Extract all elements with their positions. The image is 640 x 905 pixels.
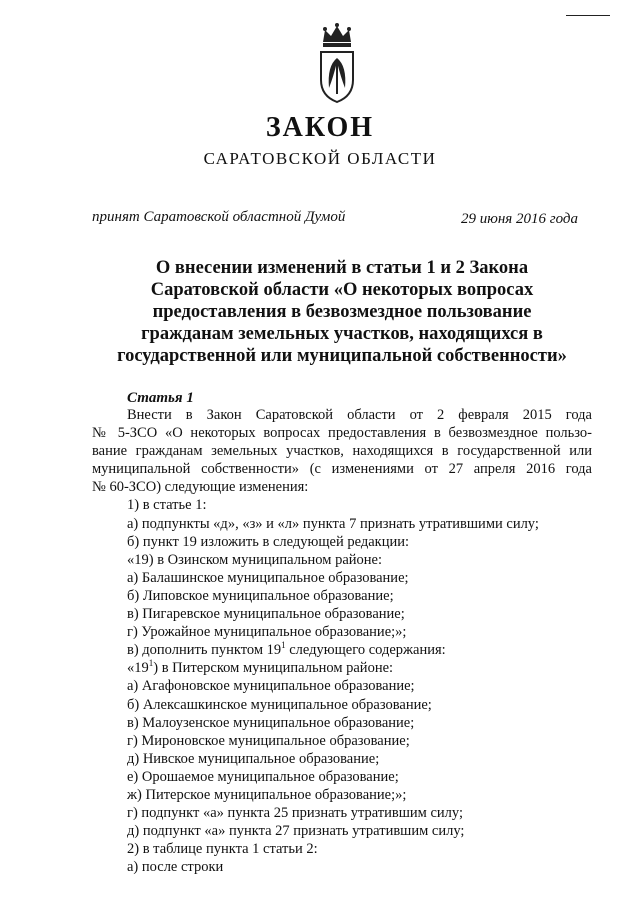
heading-line: государственной или муниципальной собственности» <box>117 346 567 366</box>
coat-of-arms-icon <box>315 22 359 106</box>
list-item: г) подпункт «а» пункта 25 признать утратившим силу; <box>127 805 463 822</box>
top-rule <box>566 15 610 16</box>
article-title: Статья 1 <box>127 390 194 406</box>
list-item: а) после строки <box>127 859 224 876</box>
list-item: 1) в статье 1: <box>127 497 207 514</box>
intro-line: вание гражданам земельных участков, находящихся в государственной или <box>92 443 592 460</box>
item-text: «19 <box>127 660 149 677</box>
law-heading <box>92 257 592 367</box>
intro-line: муниципальной собственности» (с изменениями от 27 апреля 2016 года <box>92 461 592 478</box>
list-item: д) Нивское муниципальное образование; <box>127 750 380 767</box>
intro-line: Внести в Закон Саратовской области от 2 февраля 2015 года <box>127 407 592 423</box>
list-item: г) Урожайное муниципальное образование;»; <box>127 624 407 641</box>
intro-line: № 60-ЗСО) следующие изменения: <box>92 479 309 496</box>
item-text: ) в Питерском муниципальном районе: <box>153 660 394 677</box>
list-item: 2) в таблице пункта 1 статьи 2: <box>127 841 318 858</box>
adopted-date: 29 июня 2016 года <box>461 211 578 227</box>
list-item: в) Пигаревское муниципальное образование; <box>127 606 405 623</box>
list-item: б) пункт 19 изложить в следующей редакции: <box>127 533 409 550</box>
superscript: 1 <box>281 640 286 651</box>
list-item: а) Балашинское муниципальное образование; <box>127 569 409 586</box>
list-item: а) подпункты «д», «з» и «л» пункта 7 признать утратившими силу; <box>127 515 539 532</box>
item-text: в) дополнить пунктом 19 <box>127 642 282 659</box>
list-item <box>92 659 592 677</box>
list-item: ж) Питерское муниципальное образование;»; <box>127 786 407 803</box>
list-item: в) Малоузенское муниципальное образование; <box>127 714 415 731</box>
heading-line: предоставления в безвозмездное пользование <box>152 302 532 322</box>
list-item: а) Агафоновское муниципальное образование; <box>127 678 415 695</box>
list-item: б) Алексашкинское муниципальное образование; <box>127 696 432 713</box>
list-item: е) Орошаемое муниципальное образование; <box>127 768 399 785</box>
superscript: 1 <box>148 658 154 669</box>
heading-line: гражданам земельных участков, находящихся в <box>141 324 543 344</box>
article-body <box>92 406 592 876</box>
intro-line: № 5-ЗСО «О некоторых вопросах предоставления в безвозмездное пользо- <box>92 425 592 442</box>
list-item: д) подпункт «а» пункта 27 признать утратившим силу; <box>127 823 465 840</box>
list-item: «19) в Озинском муниципальном районе: <box>127 551 383 568</box>
list-item: б) Липовское муниципальное образование; <box>127 587 394 604</box>
list-item <box>92 641 592 659</box>
item-text: следующего содержания: <box>285 642 446 659</box>
adopted-by: принят Саратовской областной Думой <box>92 209 346 225</box>
law-region: САРАТОВСКОЙ ОБЛАСТИ <box>203 149 437 168</box>
list-item: г) Мироновское муниципальное образование; <box>127 732 410 749</box>
heading-line: Саратовской области «О некоторых вопросах <box>150 280 534 300</box>
law-title: ЗАКОН <box>265 112 375 143</box>
heading-line: О внесении изменений в статьи 1 и 2 Закона <box>155 258 529 278</box>
